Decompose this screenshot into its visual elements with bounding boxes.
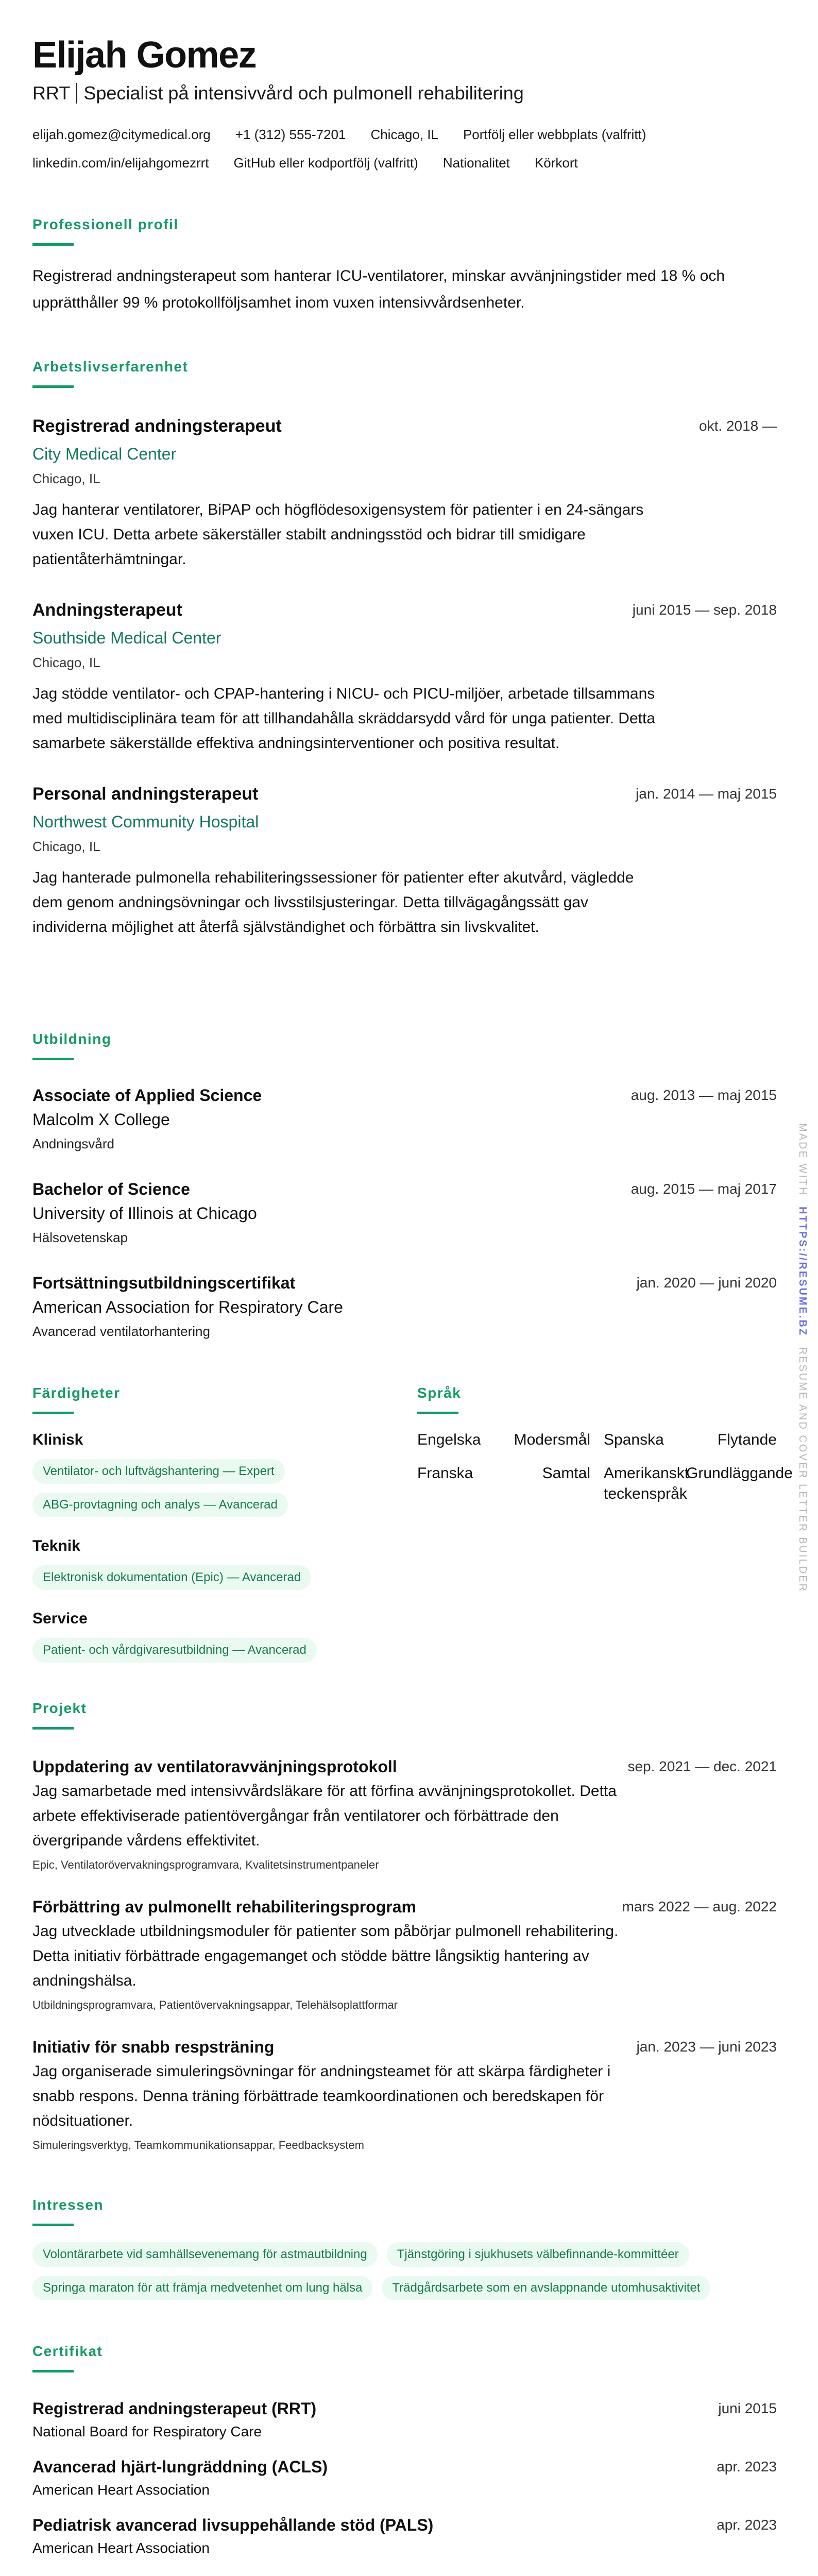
entry-header [32, 2398, 777, 2419]
project-entry [32, 2037, 777, 2153]
skill-group [32, 1430, 417, 1517]
company-name: Southside Medical Center [32, 629, 221, 647]
company-name: City Medical Center [32, 445, 177, 463]
section-underline [32, 2224, 74, 2226]
job-location: Chicago, IL [32, 655, 100, 670]
job-title: Registrerad andningsterapeut [32, 416, 282, 436]
profile-section [32, 215, 777, 316]
degree: Bachelor of Science [32, 1180, 190, 1198]
contact-row-1 [32, 124, 777, 145]
job-description: Jag stödde ventilator- och CPAP-hantering i NICU- och PICU-miljöer, arbetade tillsammans med multidisciplinära team för att tillhandahålla skräddarsydd vård för unga patienter. Detta samarbete säkerställde effektiva andningsinterventioner och positiva resultat. [32, 685, 655, 752]
section-underline [32, 1058, 74, 1060]
interests-list [32, 2233, 764, 2300]
language-level: Flytande [717, 1431, 777, 1448]
language-item [417, 1430, 590, 1450]
job-location: Chicago, IL [32, 839, 100, 854]
entry-header [32, 2515, 777, 2535]
certificate-entry [32, 2456, 777, 2500]
project-description: Jag organiserade simuleringsövningar för andningsteamet för att skärpa färdigheter i snabb respons. Denna träning förbättrade teamkoordinationen och beredskapen för nödsituationer. [32, 2063, 611, 2129]
certificate-issuer: National Board for Respiratory Care [32, 2424, 262, 2439]
date-range: mars 2022 — aug. 2022 [622, 1899, 777, 1914]
certificate-title: Pediatrisk avancerad livsuppehållande stöd (PALS) [32, 2516, 434, 2534]
certificate-date: apr. 2023 [717, 2459, 777, 2475]
certificate-issuer: American Heart Association [32, 2540, 210, 2556]
contact-item[interactable]: Chicago, IL [370, 127, 438, 142]
skill-category: Teknik [32, 1537, 80, 1554]
section-heading: Certifikat [32, 2343, 103, 2359]
project-technologies: Simuleringsverktyg, Teamkommunikationsappar, Feedbacksystem [32, 2139, 364, 2151]
education-section [32, 1030, 777, 1342]
entry-header [32, 1273, 777, 1293]
school-name: American Association for Respiratory Care [32, 1298, 343, 1316]
project-title: Initiativ för snabb respsträning [32, 2038, 275, 2056]
entry-header [32, 416, 777, 436]
experience-section [32, 358, 777, 940]
language-item [417, 1463, 590, 1504]
date-range: aug. 2015 — maj 2017 [630, 1181, 777, 1197]
certificate-entry [32, 2398, 777, 2442]
entry-header [32, 2037, 777, 2057]
watermark [796, 1123, 808, 1592]
section-underline [32, 385, 74, 388]
entry-header [32, 1179, 777, 1199]
section-underline [32, 243, 74, 246]
education-entry [32, 1085, 777, 1154]
languages-list [417, 1430, 793, 1504]
entry-header [32, 600, 777, 620]
skill-category: Service [32, 1610, 88, 1627]
experience-entry [32, 416, 777, 572]
interest-chip: Trädgårdsarbete som en avslappnande utomhusaktivitet [382, 2276, 710, 2300]
field-of-study: Hälsovetenskap [32, 1230, 128, 1245]
education-entry [32, 1179, 777, 1248]
date-range: juni 2015 — sep. 2018 [632, 602, 777, 618]
skills-list [32, 1430, 417, 1663]
job-description: Jag hanterar ventilatorer, BiPAP och högflödesoxigensystem för patienter i en 24-sängars vuxen ICU. Detta arbete säkerställer stabilt andningsstöd och bidrar till smidigare patientåterhämtningar. [32, 501, 644, 568]
language-item [604, 1463, 793, 1504]
section-heading: Utbildning [32, 1031, 112, 1047]
skill-group [32, 1536, 417, 1590]
certificate-issuer: American Heart Association [32, 2482, 210, 2498]
language-name: Spanska [604, 1431, 664, 1448]
school-name: University of Illinois at Chicago [32, 1204, 257, 1223]
project-entry [32, 1896, 777, 2013]
profile-summary: Registrerad andningsterapeut som hanterar ICU-ventilatorer, minskar avvänjningstider med 18 % och upprätthåller 99 % protokollföljsamhet inom vuxen intensivvårdsenheter. [32, 267, 725, 311]
section-underline [32, 1727, 74, 1730]
experience-entry [32, 784, 777, 940]
section-heading: Professionell profil [32, 216, 179, 232]
date-range: okt. 2018 — [699, 418, 777, 434]
degree: Fortsättningsutbildningscertifikat [32, 1274, 296, 1292]
job-location: Chicago, IL [32, 471, 100, 486]
field-of-study: Avancerad ventilatorhantering [32, 1324, 210, 1339]
job-description: Jag hanterade pulmonella rehabiliteringssessioner för patienter efter akutvård, vägledde dem genom andningsövningar och livsstilsjusteringar. Detta tillvägagångssätt gav individerna möjlighet att återfå självständighet och förbättra sin livskvalitet. [32, 869, 634, 936]
skill-chip: ABG-provtagning och analys — Avancerad [32, 1493, 288, 1517]
contact-item[interactable]: GitHub eller kodportfölj (valfritt) [233, 155, 418, 171]
languages-column [417, 1384, 793, 1663]
job-title: Personal andningsterapeut [32, 784, 259, 804]
skill-chip: Patient- och vårdgivaresutbildning — Avancerad [32, 1638, 317, 1663]
language-level: Modersmål [514, 1431, 590, 1448]
job-title: Andningsterapeut [32, 600, 182, 620]
skill-category: Klinisk [32, 1431, 83, 1448]
project-title: Uppdatering av ventilatoravvänjningsprotokoll [32, 1757, 397, 1776]
education-list [32, 1085, 777, 1342]
entry-header [32, 1756, 777, 1777]
language-name: Franska [417, 1465, 473, 1482]
contact-item[interactable]: linkedin.com/in/elijahgomezrrt [32, 155, 209, 171]
skill-chip: Ventilator- och luftvägshantering — Expert [32, 1459, 285, 1484]
watermark-prefix: MADE WITH [797, 1123, 808, 1196]
date-range: jan. 2023 — juni 2023 [636, 2039, 777, 2055]
language-name: Engelska [417, 1431, 481, 1448]
company-name: Northwest Community Hospital [32, 812, 259, 831]
contact-item[interactable]: +1 (312) 555-7201 [235, 127, 346, 142]
contact-row-2 [32, 152, 777, 173]
certificate-entry [32, 2515, 777, 2558]
certificate-title: Registrerad andningsterapeut (RRT) [32, 2399, 317, 2418]
date-range: sep. 2021 — dec. 2021 [627, 1758, 777, 1774]
experience-list [32, 416, 777, 940]
education-entry [32, 1273, 777, 1342]
project-technologies: Epic, Ventilatorövervakningsprogramvara, Kvalitetsinstrumentpaneler [32, 1858, 379, 1871]
entry-header [32, 1085, 777, 1106]
contact-item[interactable]: Nationalitet [442, 155, 510, 171]
project-title: Förbättring av pulmonellt rehabiliteringsprogram [32, 1897, 416, 1916]
section-heading: Arbetslivserfarenhet [32, 359, 189, 375]
skills-column [32, 1384, 417, 1663]
date-range: jan. 2020 — juni 2020 [636, 1275, 777, 1291]
school-name: Malcolm X College [32, 1110, 170, 1129]
entry-header [32, 2456, 777, 2477]
interest-chip: Tjänstgöring i sjukhusets välbefinnande-kommittéer [387, 2242, 689, 2267]
section-heading: Språk [417, 1385, 462, 1401]
certificates-section [32, 2342, 777, 2558]
interests-section [32, 2196, 777, 2300]
contact-item[interactable]: Portfölj eller webbplats (valfritt) [463, 127, 646, 142]
professional-title [32, 82, 777, 105]
language-item [604, 1430, 777, 1450]
degree: Associate of Applied Science [32, 1086, 262, 1105]
section-underline [32, 1412, 74, 1414]
section-underline [417, 1412, 458, 1414]
field-of-study: Andningsvård [32, 1136, 114, 1151]
section-underline [32, 2370, 74, 2372]
date-range: jan. 2014 — maj 2015 [636, 786, 777, 802]
interest-chip: Springa maraton för att främja medvetenhet om lung hälsa [32, 2276, 372, 2300]
certificate-title: Avancerad hjärt-lungräddning (ACLS) [32, 2458, 328, 2476]
skill-chip: Elektronisk dokumentation (Epic) — Avancerad [32, 1565, 311, 1590]
projects-list [32, 1756, 777, 2153]
contact-item[interactable]: elijah.gomez@citymedical.org [32, 127, 211, 142]
section-heading: Intressen [32, 2197, 104, 2213]
project-entry [32, 1756, 777, 1873]
language-level: Grundläggande [686, 1465, 793, 1482]
title-divider [76, 83, 77, 104]
language-level: Samtal [542, 1465, 590, 1482]
credential: RRT [32, 82, 71, 104]
title-text: Specialist på intensivvård och pulmonell rehabilitering [83, 82, 524, 104]
watermark-link[interactable]: HTTPS://RESUME.BZ [797, 1207, 808, 1337]
entry-header [32, 784, 777, 804]
experience-entry [32, 600, 777, 756]
project-description: Jag utvecklade utbildningsmoduler för patienter som påbörjar pulmonell rehabilitering. Detta initiativ förbättrade engagemanget och stödde bättre långsiktig hantering av andningshälsa. [32, 1923, 619, 1989]
contact-item[interactable]: Körkort [534, 155, 578, 171]
section-heading: Projekt [32, 1700, 87, 1716]
project-description: Jag samarbetade med intensivvårdsläkare för att förfina avvänjningsprotokollet. Detta arbete effektiviserade patientövergångar från ventilatorer och förbättrade den övergripande vårdens effektivitet. [32, 1783, 617, 1849]
project-technologies: Utbildningsprogramvara, Patientövervakningsappar, Telehälsoplattformar [32, 1998, 398, 2011]
watermark-suffix: RESUME AND COVER LETTER BUILDER [797, 1347, 808, 1593]
skill-group [32, 1608, 417, 1663]
certificate-date: apr. 2023 [717, 2517, 777, 2533]
interest-chip: Volontärarbete vid samhällsevenemang för astmautbildning [32, 2242, 378, 2267]
certificate-date: juni 2015 [718, 2400, 777, 2416]
skills-languages-section [32, 1384, 793, 1663]
entry-header [32, 1896, 777, 1917]
projects-section [32, 1699, 777, 2153]
date-range: aug. 2013 — maj 2015 [630, 1087, 777, 1103]
language-name: Amerikanskt teckenspråk [604, 1465, 689, 1502]
candidate-name: Elijah Gomez [32, 35, 257, 76]
certificates-list [32, 2398, 777, 2558]
section-heading: Färdigheter [32, 1385, 121, 1401]
